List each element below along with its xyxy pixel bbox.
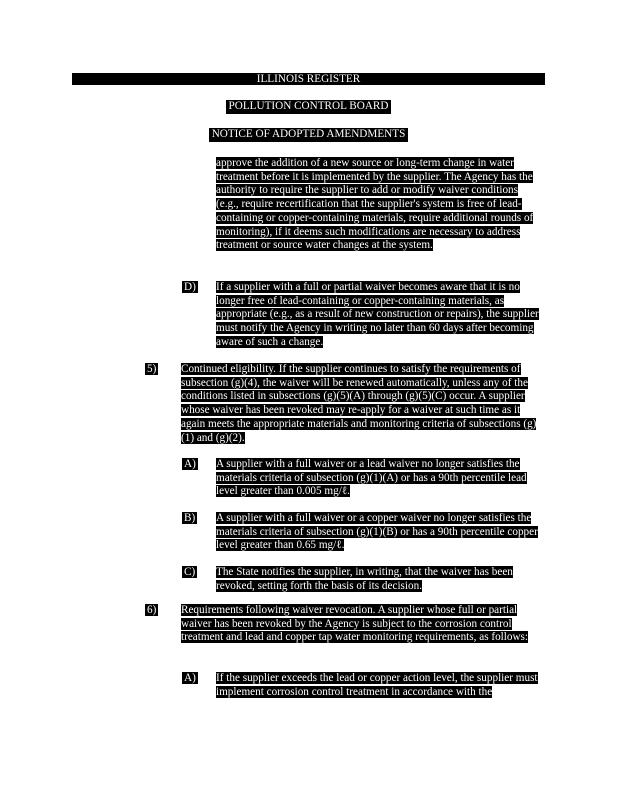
- item-label-d: D): [184, 281, 196, 293]
- notice-title: NOTICE OF ADOPTED AMENDMENTS: [209, 128, 409, 142]
- item-label-5: 5): [147, 363, 157, 375]
- item-5a-text-block: [216, 458, 543, 499]
- item-6a-text-block: [216, 672, 543, 699]
- item-6a-text: If the supplier exceeds the lead or copper action level, the supplier must implement corrosion control treatment in accordance with the: [216, 672, 538, 698]
- item-5c-text-block: [216, 566, 543, 593]
- item-label-5b: B): [184, 512, 196, 524]
- item-6-text: Requirements following waiver revocation. A supplier whose full or partial waiver has been revoked by the Agency is subject to the corrosion control treatment and lead and copper tap water monitoring requirements, as follows:: [181, 604, 529, 644]
- item-5b-text: A supplier with a full waiver or a copper waiver no longer satisfies the materials criteria of subsection (g)(1)(B) or has a 90th percentile copper level greater than 0.65 mg/ℓ.: [216, 512, 538, 552]
- board-header: [72, 100, 545, 114]
- item-d-text-block: [216, 281, 543, 350]
- item-5b-text-block: [216, 512, 543, 553]
- item-label-6: 6): [147, 604, 157, 616]
- item-5-text-block: [181, 363, 543, 445]
- register-header-bar: [72, 73, 545, 85]
- item-6-text-block: [181, 604, 543, 645]
- register-title: ILLINOIS REGISTER: [256, 73, 361, 85]
- item-5-text: Continued eligibility. If the supplier continues to satisfy the requirements of subsection (g)(4), the waiver will be renewed automatically, unless any of the conditions listed in subsections (g)(5)(A) through (g)(5)(C) occur. A supplier whose waiver has been revoked may re-apply for a waiver at such time as it again meets the appropriate materials and monitoring criteria of subsections (g)(1) and (g)(2).: [181, 363, 537, 444]
- board-title: POLLUTION CONTROL BOARD: [226, 100, 392, 114]
- notice-header: [72, 128, 545, 142]
- item-d-text: If a supplier with a full or partial waiver becomes aware that it is no longer free of lead-containing or copper-containing materials, as appropriate (e.g., as a result of new construction or repairs), the supplier must notify the Agency in writing no later than 60 days after becoming aware of such a change.: [216, 281, 539, 348]
- item-label-6a: A): [184, 672, 196, 684]
- item-5a-text: A supplier with a full waiver or a lead waiver no longer satisfies the materials criteria of subsection (g)(1)(A) or has a 90th percentile lead level greater than 0.005 mg/ℓ.: [216, 458, 527, 498]
- item-label-5a: A): [184, 458, 196, 470]
- item-5c-text: The State notifies the supplier, in writing, that the waiver has been revoked, setting forth the basis of its decision.: [216, 566, 513, 592]
- paragraph-text: approve the addition of a new source or long-term change in water treatment before it is implemented by the supplier. The Agency has the authority to require the supplier to add or modify waiver conditions (e.g., require recertification that the supplier's system is free of lead-containing or copper-containing materials, require additional rounds of monitoring), if it deems such modifications are necessary to address treatment or source water changes at the system.: [216, 157, 534, 252]
- paragraph-continuation: [216, 157, 543, 253]
- item-label-5c: C): [184, 566, 196, 578]
